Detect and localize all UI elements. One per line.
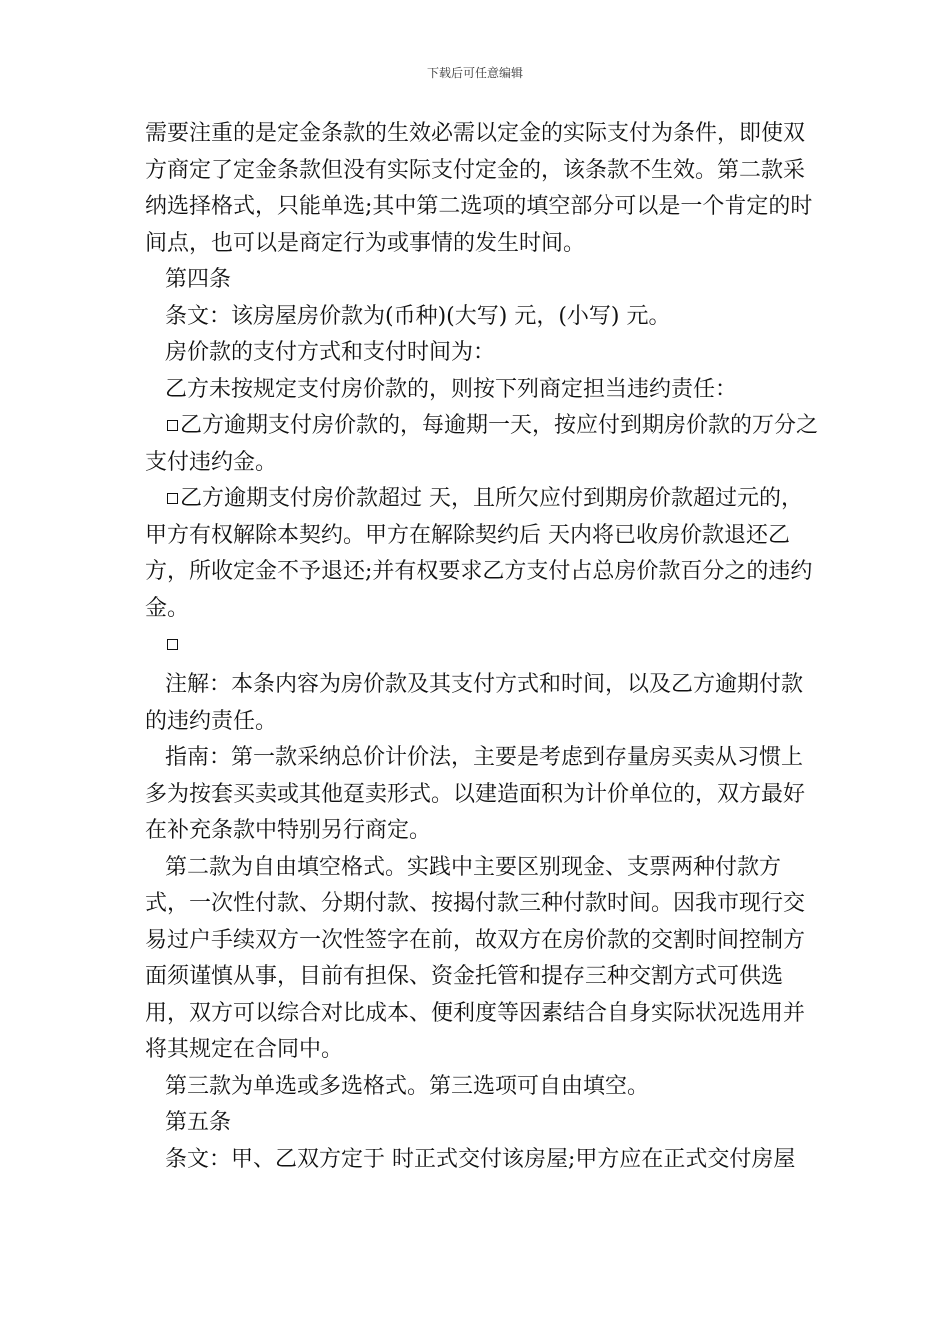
page-header: 下载后可任意编辑 [426,66,523,80]
checkbox-icon [167,493,178,504]
option-3-paragraph [145,627,820,667]
option-1-text: 乙方逾期支付房价款的，每逾期一天，按应付到期房价款的万分之支付违约金。 [145,413,819,475]
option-2-paragraph [145,481,820,627]
option-2-text: 乙方逾期支付房价款超过 天，且所欠应付到期房价款超过元的，甲方有权解除本契约。甲方在解除契约后 天内将已收房价款退还乙方，所收定金不予退还;并有权要求乙方支付占总房价款百分之的违约金。 [145,486,813,621]
document-body [145,116,820,1178]
option-1-paragraph [145,408,820,481]
third-clause-paragraph: 第三款为单选或多选格式。第三选项可自由填空。 [165,1073,650,1099]
checkbox-icon [167,639,178,650]
paragraph-deposit-note: 需要注重的是定金条款的生效必需以定金的实际支付为条件，即使双方商定了定金条款但没有实际支付定金的，该条款不生效。第二款采纳选择格式，只能单选;其中第二选项的填空部分可以是一个肯定的时间点，也可以是商定行为或事情的发生时间。 [145,121,813,256]
breach-liability-line: 乙方未按规定支付房价款的，则按下列商定担当违约责任： [165,376,738,402]
annotation-paragraph: 注解：本条内容为房价款及其支付方式和时间，以及乙方逾期付款的违约责任。 [145,672,804,734]
second-clause-paragraph: 第二款为自由填空格式。实践中主要区别现金、支票两种付款方式，一次性付款、分期付款、按揭付款三种付款时间。因我市现行交易过户手续双方一次性签字在前，故双方在房价款的交割时间控制方面须谨慎从事，目前有担保、资金托管和提存三种交割方式可供选用，双方可以综合对比成本、便利度等因素结合自身实际状况选用并将其规定在合同中。 [145,854,806,1062]
article-4-heading: 第四条 [165,267,232,292]
article-5-heading: 第五条 [165,1110,232,1135]
checkbox-icon [167,420,178,431]
article-5-text: 条文：甲、乙双方定于 时正式交付该房屋;甲方应在正式交付房屋 [165,1146,796,1172]
guide-paragraph: 指南：第一款采纳总价计价法，主要是考虑到存量房买卖从习惯上多为按套买卖或其他趸卖形式。以建造面积为计价单位的，双方最好在补充条款中特别另行商定。 [145,745,806,843]
payment-method-line: 房价款的支付方式和支付时间为： [165,340,496,365]
article-4-text: 条文：该房屋房价款为(币种)(大写) 元，(小写) 元。 [165,303,671,329]
